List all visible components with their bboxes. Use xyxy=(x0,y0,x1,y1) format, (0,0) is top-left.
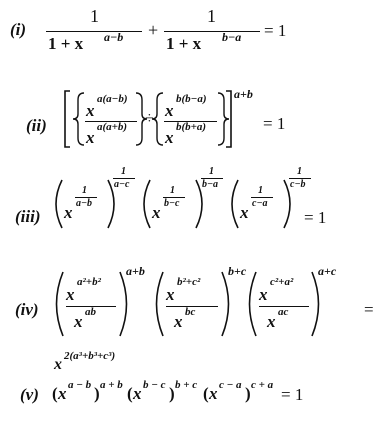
iii-f1-outer-exp: a−c xyxy=(114,179,130,190)
divide-sign: ÷ xyxy=(145,110,154,127)
iv-f1-num-exp: a²+b² xyxy=(77,276,101,288)
iii-f1-base: x xyxy=(64,203,73,222)
term2-den-base: 1 + x xyxy=(166,34,202,53)
rhs-i: = 1 xyxy=(264,21,287,40)
ii-f1-den-exp: a(a+b) xyxy=(97,121,128,133)
iii-f3-base: x xyxy=(240,203,249,222)
v-t2-inner: b − c xyxy=(143,379,166,391)
ii-f2-den-base: x xyxy=(165,128,174,147)
v-t2-base: x xyxy=(133,384,142,403)
iv-f2-den-base: x xyxy=(174,312,183,331)
iii-f1-inner-one: 1 xyxy=(82,185,87,196)
iv-f3-den-base: x xyxy=(267,312,276,331)
term2-den-exponent: b−a xyxy=(222,30,242,44)
term1-den-exponent: a−b xyxy=(104,30,124,44)
v-t3-close: ) xyxy=(245,384,251,403)
ii-f2-num-base: x xyxy=(165,101,174,120)
rhs-iv: = xyxy=(364,300,374,319)
term2-numerator: 1 xyxy=(207,6,216,26)
ii-f2-den-exp: b(b+a) xyxy=(176,121,207,133)
v-t1-open: ( xyxy=(52,384,58,403)
iii-f2-outer-exp: b−a xyxy=(202,179,219,190)
iv-f1-num-base: x xyxy=(66,285,75,304)
iv-cont-exp: 2(a³+b³+c³) xyxy=(64,350,116,362)
iv-f2-num-exp: b²+c² xyxy=(177,276,201,288)
iv-f3-outer-exp: a+c xyxy=(318,264,337,278)
term1-den-base: 1 + x xyxy=(48,34,84,53)
v-t1-inner: a − b xyxy=(68,379,92,391)
plus-sign: + xyxy=(148,20,159,40)
rhs-v: = 1 xyxy=(281,385,304,404)
label-iii: (iii) xyxy=(15,207,41,226)
term1-numerator: 1 xyxy=(90,6,99,26)
v-t1-base: x xyxy=(58,384,67,403)
iii-f3-outer-one: 1 xyxy=(297,166,302,177)
ii-f2-num-exp: b(b−a) xyxy=(176,93,207,105)
iii-f3-outer-exp: c−b xyxy=(290,179,306,190)
iii-f3-inner-one: 1 xyxy=(258,185,263,196)
iv-f3-den-exp: ac xyxy=(278,306,289,318)
iv-f3-num-base: x xyxy=(259,285,268,304)
ii-f1-num-base: x xyxy=(86,101,95,120)
iv-f2-den-exp: bc xyxy=(185,306,196,318)
iv-f3-num-exp: c²+a² xyxy=(270,276,294,288)
ii-f1-num-exp: a(a−b) xyxy=(97,93,128,105)
iii-f1-outer-one: 1 xyxy=(121,166,126,177)
iii-f2-inner-one: 1 xyxy=(170,185,175,196)
v-t3-outer: c + a xyxy=(251,379,274,391)
ii-outer-exponent: a+b xyxy=(234,87,253,101)
v-t1-close: ) xyxy=(94,384,100,403)
iv-f1-den-base: x xyxy=(74,312,83,331)
label-iv: (iv) xyxy=(15,300,39,319)
iv-cont-base: x xyxy=(54,356,62,373)
v-t3-base: x xyxy=(209,384,218,403)
iii-f2-base: x xyxy=(152,203,161,222)
v-t1-outer: a + b xyxy=(100,379,123,391)
iii-f3-inner-exp: c−a xyxy=(252,198,268,209)
iv-f2-num-base: x xyxy=(166,285,175,304)
rhs-iii: = 1 xyxy=(304,208,327,227)
iii-f1-inner-exp: a−b xyxy=(76,198,93,209)
iv-f1-den-exp: ab xyxy=(85,306,96,318)
ii-f1-den-base: x xyxy=(86,128,95,147)
iii-f2-inner-exp: b−c xyxy=(164,198,180,209)
rhs-ii: = 1 xyxy=(263,114,286,133)
label-i: (i) xyxy=(10,20,27,39)
v-t2-open: ( xyxy=(127,384,133,403)
v-t3-inner: c − a xyxy=(219,379,242,391)
v-t2-close: ) xyxy=(169,384,175,403)
iv-f1-outer-exp: a+b xyxy=(126,264,145,278)
v-t2-outer: b + c xyxy=(175,379,198,391)
iv-f2-outer-exp: b+c xyxy=(228,264,247,278)
iii-f2-outer-one: 1 xyxy=(209,166,214,177)
v-t3-open: ( xyxy=(203,384,209,403)
label-v: (v) xyxy=(20,385,39,404)
label-ii: (ii) xyxy=(26,116,47,135)
